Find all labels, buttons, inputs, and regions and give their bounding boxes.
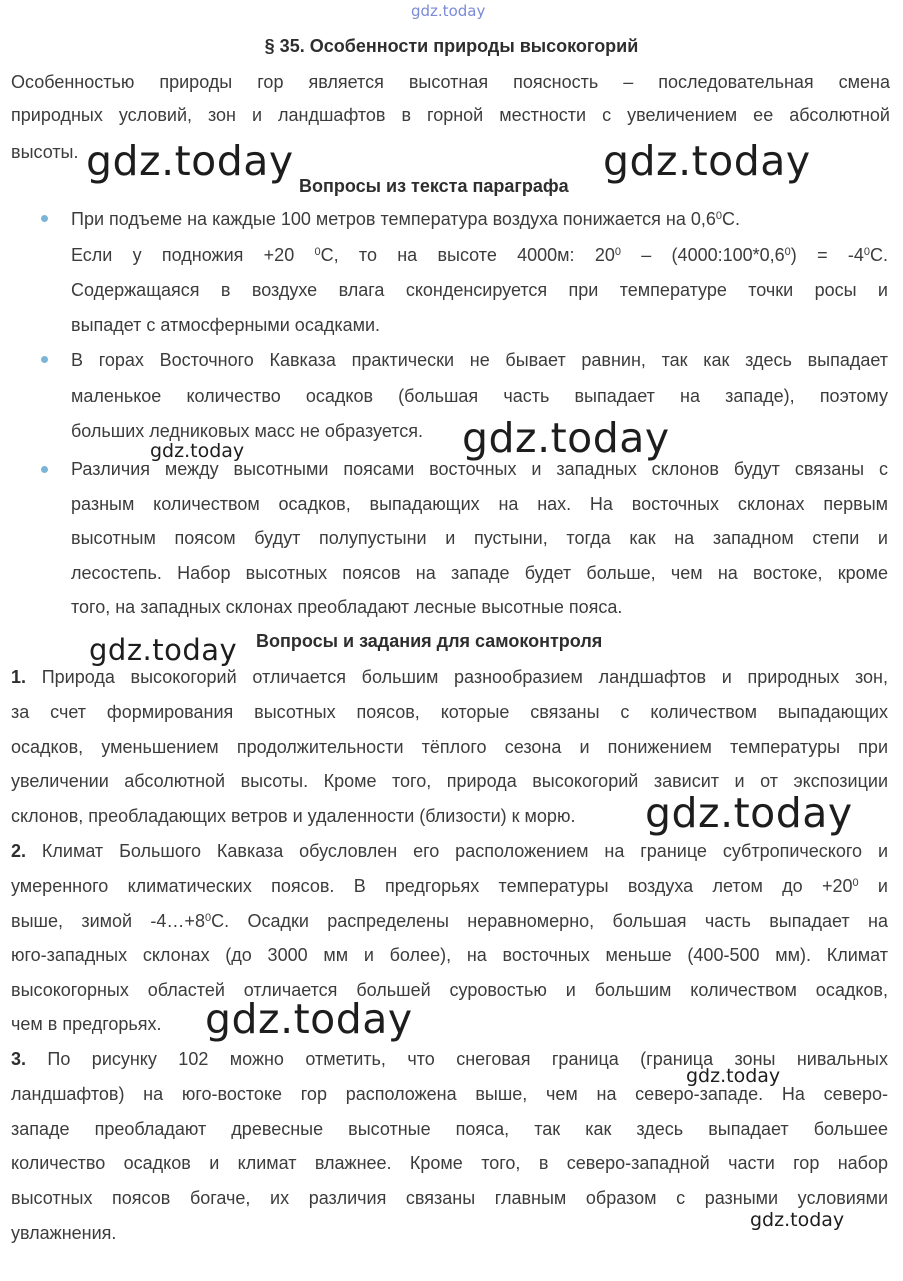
answer2-line-6: чем в предгорьях. [11,1014,162,1034]
page-title: § 35. Особенности природы высокогорий [264,36,639,56]
bullet-icon [41,466,48,473]
bullet1-line-1: При подъеме на каждые 100 метров температура воздуха понижается на $0,6^0С$. [71,209,741,229]
answer3-line-6: увлажнения. [11,1223,117,1243]
bullet3-line-5: того, на западных склонах преобладают лесные высотные пояса. [71,597,623,617]
answer2-line-1: 2. Климат Большого Кавказа обусловлен его расположением на границе субтропического и [11,841,888,861]
bullet3-line-3: высотным поясом будут полупустыни и пустыни, тогда как на западном степи и [71,528,888,548]
bullet1-line-3: Содержащаяся в воздухе влага сконденсируется при температуре точки росы и [71,280,888,300]
answer3-line-4: количество осадков и климат влажнее. Кроме того, в северо-западной части гор набор [11,1153,888,1173]
watermark-small: gdz.today [750,1209,845,1231]
bullet-icon [41,215,48,222]
answer3-line-3: западе преобладают древесные высотные пояса, так как здесь выпадает большее [11,1119,888,1139]
bullet2-line-1: В горах Восточного Кавказа практически не бывает равнин, так как здесь выпадает [71,350,888,370]
section-heading-self-control: Вопросы и задания для самоконтроля [256,631,603,651]
answer2-line-2: умеренного климатических поясов. В предгорьях температуры воздуха летом до $+20^0$ и [11,876,888,896]
bullet3-line-2: разным количеством осадков, выпадающих на нах. На восточных склонах первым [71,494,888,514]
bullet1-line-4: выпадет с атмосферными осадками. [71,315,381,335]
intro-line-2: природных условий, зон и ландшафтов в горной местности с увеличением ее абсолютной [11,105,890,125]
watermark-medium: gdz.today [89,633,238,667]
watermark-large: gdz.today [86,137,294,185]
bullet2-line-3: больших ледниковых масс не образуется. [71,421,424,441]
answer1-line-3: осадков, уменьшением продолжительности тёплого сезона и понижением температуры при [11,737,888,757]
watermark-large: gdz.today [205,995,413,1043]
watermark-small: gdz.today [686,1065,781,1087]
bullet3-line-1: Различия между высотными поясами восточных и западных склонов будут связаны с [71,459,888,479]
watermark-large: gdz.today [462,414,670,462]
answer2-line-5: высокогорных областей отличается большей суровостью и большим количеством осадков, [11,980,888,1000]
intro-line-1: Особенностью природы гор является высотная поясность – последовательная смена [11,72,890,92]
intro-line-3: высоты. [11,142,79,162]
answer1-line-5: склонов, преобладающих ветров и удаленности (близости) к морю. [11,806,576,826]
answer2-line-4: юго-западных склонах (до 3000 мм и более), на восточных меньше (400-500 мм). Климат [11,945,888,965]
answer3-line-5: высотных поясов богаче, их различия связаны главным образом с разными условиями [11,1188,888,1208]
answer1-line-2: за счет формирования высотных поясов, которые связаны с количеством выпадающих [11,702,888,722]
watermark-large: gdz.today [645,789,853,837]
watermark-top: gdz.today [411,2,486,20]
answer3-line-2: ландшафтов) на юго-востоке гор расположена выше, чем на северо-западе. На северо- [11,1084,888,1104]
watermark-large: gdz.today [603,137,811,185]
bullet3-line-4: лесостепь. Набор высотных поясов на западе будет больше, чем на востоке, кроме [71,563,888,583]
bullet-icon [41,356,48,363]
bullet2-line-2: маленькое количество осадков (большая часть выпадает на западе), поэтому [71,386,888,406]
bullet1-line-2: Если у подножия +20 $^0$С, то на высоте 4000м: $20^0$ – $(4000:100*0,6^0) = -4^0С$. [71,245,888,265]
section-heading-questions: Вопросы из текста параграфа [299,176,569,196]
answer1-line-1: 1. Природа высокогорий отличается большим разнообразием ландшафтов и природных зон, [11,667,888,687]
answer1-line-4: увеличении абсолютной высоты. Кроме того, природа высокогорий зависит и от экспозиции [11,771,888,791]
answer3-line-1: 3. По рисунку 102 можно отметить, что снеговая граница (граница зоны нивальных [11,1049,888,1069]
answer2-line-3: выше, зимой $-4\dots+8^0С$. Осадки распределены неравномерно, большая часть выпадает на [11,911,888,931]
watermark-small: gdz.today [150,440,245,462]
